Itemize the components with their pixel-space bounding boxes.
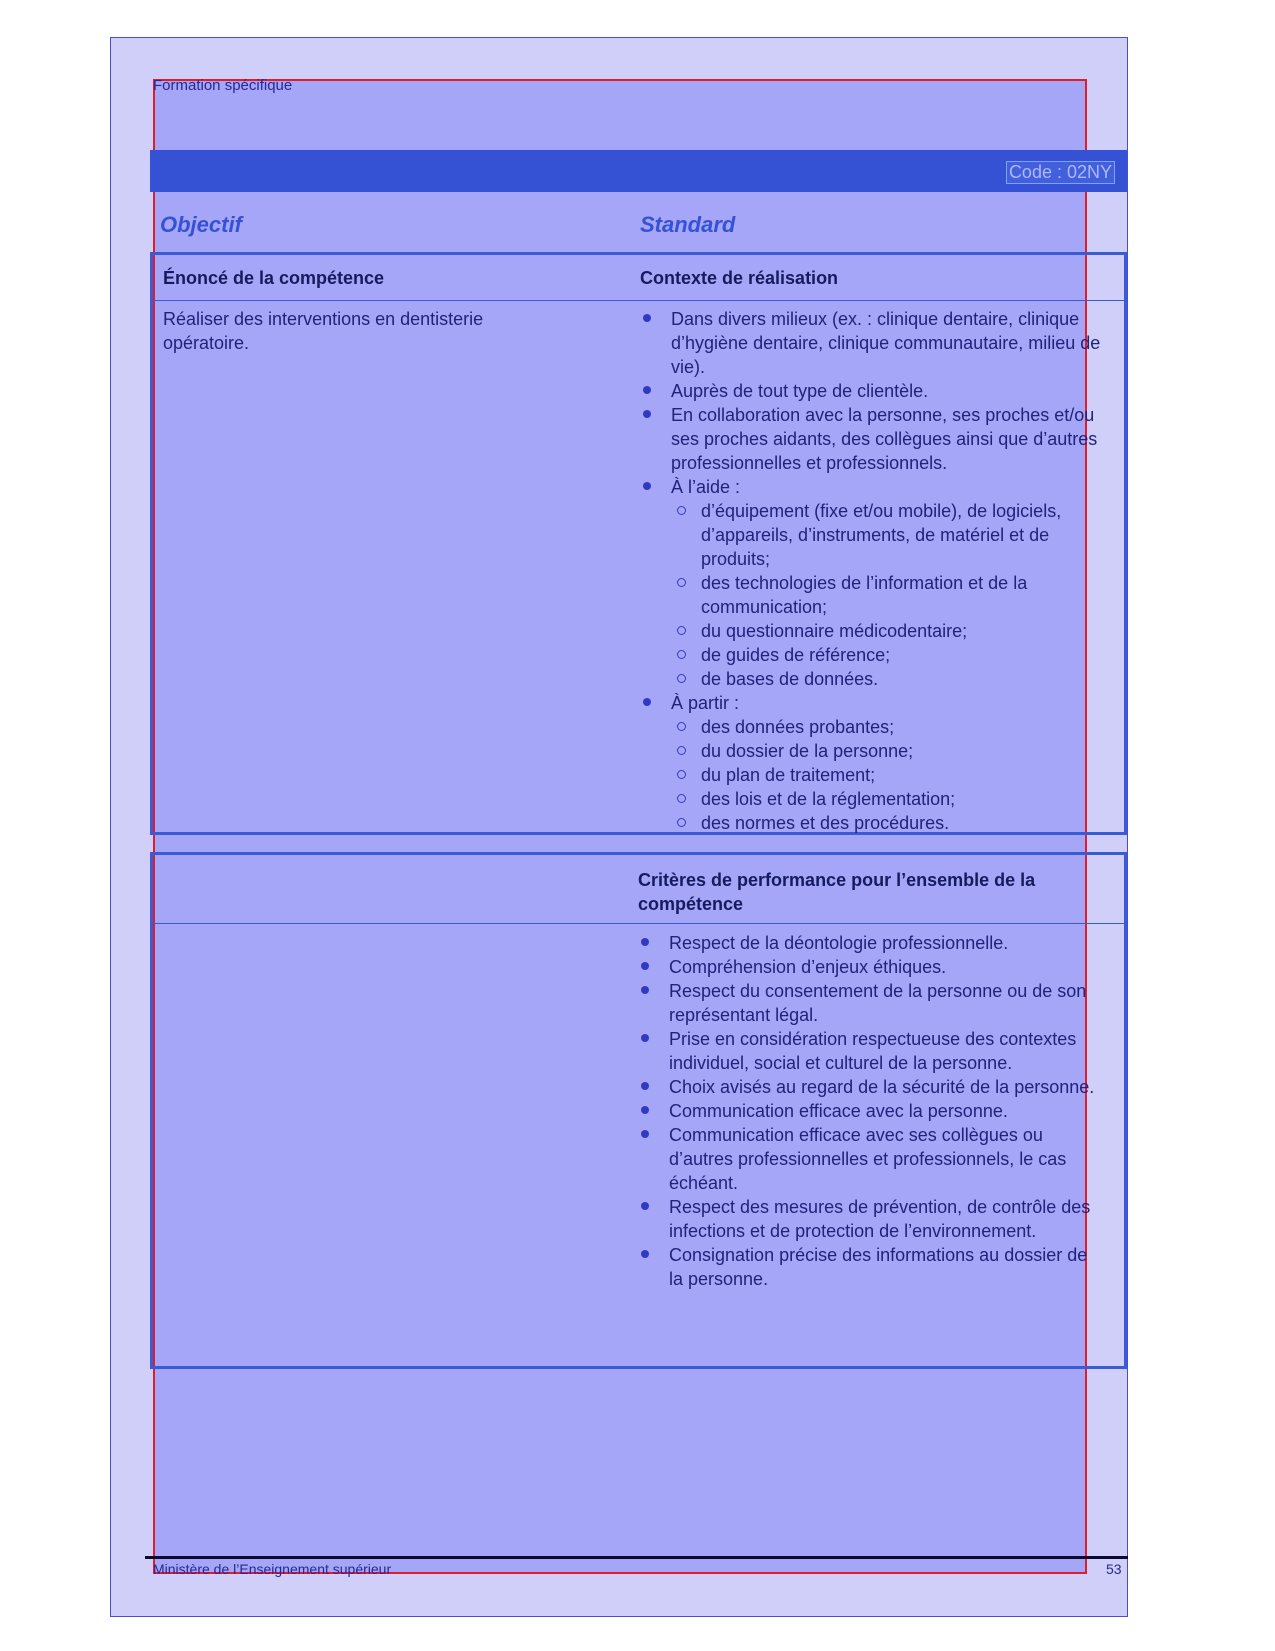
contexte-subitem (671, 619, 1106, 643)
contexte-subitem-text: d’équipement (fixe et/ou mobile), de logiciels, d’appareils, d’instruments, de matériel et de produits; (701, 501, 1062, 569)
criteria-item (639, 979, 1104, 1027)
contexte-item (641, 403, 1106, 475)
bullet-icon (641, 1202, 649, 1210)
contexte-subitem (671, 763, 1106, 787)
circle-bullet-icon (677, 770, 686, 779)
circle-bullet-icon (677, 746, 686, 755)
circle-bullet-icon (677, 650, 686, 659)
criteria-item-text: Compréhension d’enjeux éthiques. (669, 957, 947, 977)
contexte-subitem (671, 667, 1106, 691)
criteres-heading: Critères de performance pour l’ensemble de la compétence (638, 870, 1036, 914)
circle-bullet-icon (677, 626, 686, 635)
criteria-item (639, 1099, 1104, 1123)
contexte-subitem (671, 571, 1106, 619)
criteria-item (639, 1243, 1104, 1291)
competence-table-header (153, 255, 1124, 301)
contexte-item (641, 475, 1106, 691)
criteria-item (639, 1123, 1104, 1195)
bullet-icon (641, 986, 649, 994)
criteria-item-text: Respect du consentement de la personne ou de son représentant légal. (669, 981, 1087, 1025)
circle-bullet-icon (677, 674, 686, 683)
contexte-subitem-text: des normes et des procédures. (701, 813, 950, 833)
contexte-item (641, 379, 1106, 403)
bullet-icon (641, 1034, 649, 1042)
bullet-icon (641, 962, 649, 970)
footer-ministry: Ministère de l’Enseignement supérieur (153, 1561, 392, 1577)
contexte-subitem-text: du dossier de la personne; (701, 741, 914, 761)
circle-bullet-icon (677, 818, 686, 827)
competence-statement: Réaliser des interventions en dentisterie opératoire. (163, 309, 484, 353)
contexte-item-text: En collaboration avec la personne, ses proches et/ou ses proches aidants, des collègues ainsi que d’autres professionnelles et professionnels. (671, 405, 1098, 473)
contexte-item-text: À l’aide : (671, 477, 741, 497)
title-standard: Standard (640, 212, 736, 237)
bullet-icon (643, 410, 651, 418)
criteria-item-text: Prise en considération respectueuse des contextes individuel, social et culturel de la personne. (669, 1029, 1077, 1073)
criteria-table-header (153, 855, 1124, 924)
competence-table (150, 252, 1127, 835)
contexte-subitem-text: des données probantes; (701, 717, 895, 737)
contexte-subitem-text: de bases de données. (701, 669, 879, 689)
criteria-item-text: Respect des mesures de prévention, de contrôle des infections et de protection de l’environnement. (669, 1197, 1091, 1241)
bullet-icon (641, 1082, 649, 1090)
contexte-subitem (671, 643, 1106, 667)
criteria-item-text: Communication efficace avec la personne. (669, 1101, 1008, 1121)
contexte-subitem (671, 787, 1106, 811)
criteria-item (639, 1027, 1104, 1075)
code-band (150, 150, 1127, 192)
criteria-item (639, 931, 1104, 955)
contexte-subitem (671, 811, 1106, 835)
bullet-icon (641, 1250, 649, 1258)
bullet-icon (641, 938, 649, 946)
bullet-icon (641, 1106, 649, 1114)
contexte-list (641, 307, 1106, 835)
circle-bullet-icon (677, 794, 686, 803)
bullet-icon (641, 1130, 649, 1138)
contexte-subitem (671, 715, 1106, 739)
contexte-item (641, 307, 1106, 379)
contexte-subitem-text: des lois et de la réglementation; (701, 789, 956, 809)
criteria-item-text: Choix avisés au regard de la sécurité de la personne. (669, 1077, 1095, 1097)
contexte-subitem-text: des technologies de l’information et de la communication; (701, 573, 1028, 617)
contexte-item-text: Auprès de tout type de clientèle. (671, 381, 929, 401)
contexte-subitem-text: du plan de traitement; (701, 765, 876, 785)
contexte-subitem-text: du questionnaire médicodentaire; (701, 621, 968, 641)
criteria-table (150, 852, 1127, 1369)
contexte-item-text: À partir : (671, 693, 740, 713)
circle-bullet-icon (677, 722, 686, 731)
contexte-subitem (671, 739, 1106, 763)
contexte-item-text: Dans divers milieux (ex. : clinique dentaire, clinique d’hygiène dentaire, clinique communautaire, milieu de vie). (671, 309, 1101, 377)
enonce-heading: Énoncé de la compétence (163, 268, 385, 288)
criteria-item-text: Communication efficace avec ses collègues ou d’autres professionnelles et professionnels, le cas échéant. (669, 1125, 1067, 1193)
contexte-subitem (671, 499, 1106, 571)
title-objectif: Objectif (160, 212, 242, 237)
contexte-subitem-text: de guides de référence; (701, 645, 891, 665)
contexte-heading: Contexte de réalisation (640, 268, 839, 288)
page-number: 53 (1106, 1561, 1122, 1577)
bullet-icon (643, 698, 651, 706)
criteria-item-text: Respect de la déontologie professionnelle. (669, 933, 1009, 953)
bullet-icon (643, 386, 651, 394)
criteria-item-text: Consignation précise des informations au dossier de la personne. (669, 1245, 1088, 1289)
circle-bullet-icon (677, 506, 686, 515)
criteria-item (639, 1075, 1104, 1099)
bullet-icon (643, 314, 651, 322)
criteria-item (639, 1195, 1104, 1243)
bullet-icon (643, 482, 651, 490)
criteria-item (639, 955, 1104, 979)
contexte-item (641, 691, 1106, 835)
course-code: Code : 02NY (1006, 161, 1115, 184)
criteria-list (639, 931, 1104, 1291)
circle-bullet-icon (677, 578, 686, 587)
footer-rule (145, 1556, 1128, 1559)
running-header: Formation spécifique (153, 77, 293, 94)
